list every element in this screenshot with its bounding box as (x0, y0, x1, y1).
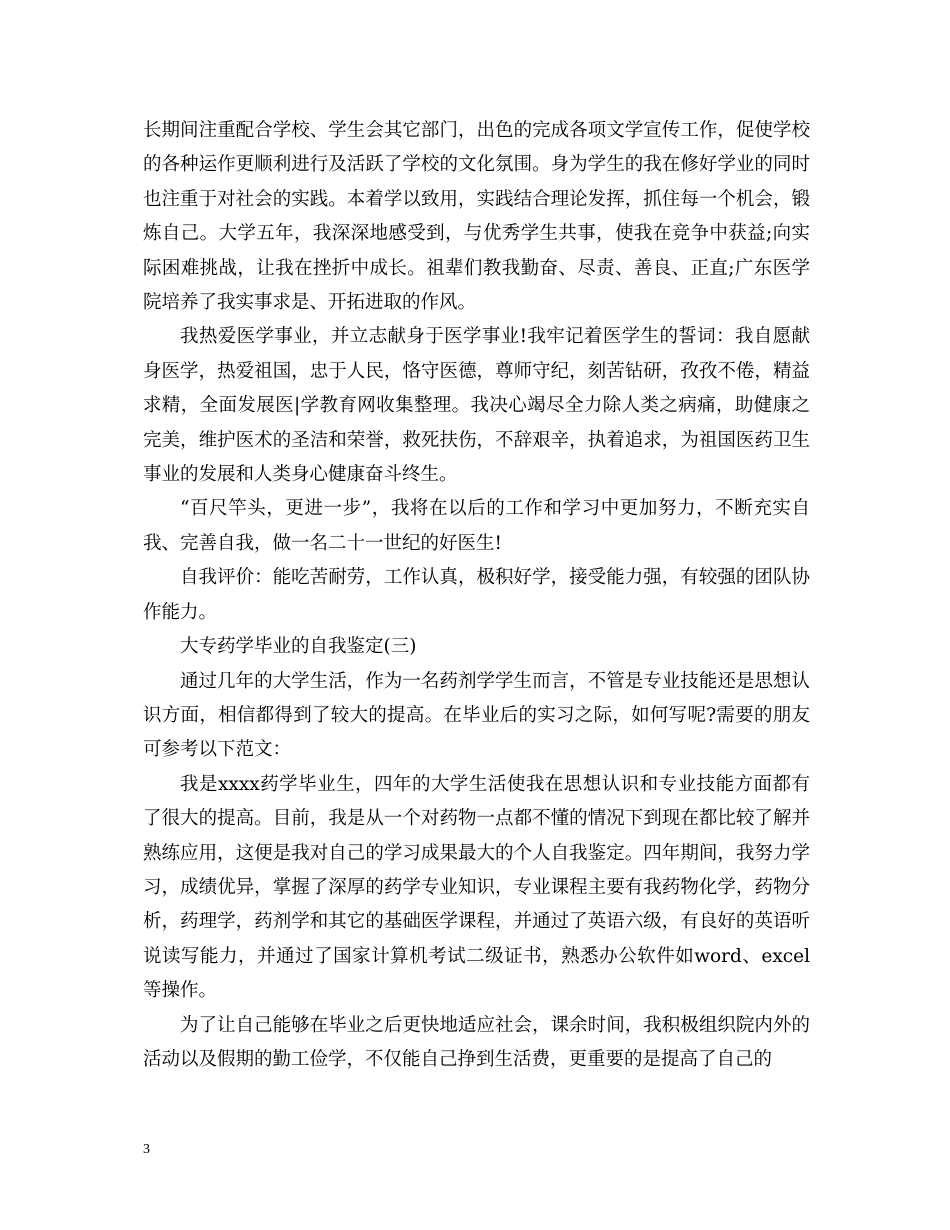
section-heading: 大专药学毕业的自我鉴定(三) (180, 636, 417, 658)
paragraph: 我热爱医学事业，并立志献身于医学事业!我牢记着医学生的誓词：我自愿献身医学，热爱祖国，忠于人民，恪守医德，尊师守纪，刻苦钻研，孜孜不倦，精益求精，全面发展医|学教育网收集整理。我决心竭尽全力除人类之病痛，助健康之完美，维护医术的圣洁和荣誉，救死扶伤，不辞艰辛，执着追求，为祖国医药卫生事业的发展和人类身心健康奋斗终生。 (143, 326, 810, 486)
paragraph: 为了让自己能够在毕业之后更快地适应社会，课余时间，我积极组织院内外的活动以及假期的勤工俭学，不仅能自己挣到生活费，更重要的是提高了自己的 (143, 1014, 810, 1070)
paragraph: “百尺竿头，更进一步”，我将在以后的工作和学习中更加努力，不断充实自我、完善自我，做一名二十一世纪的好医生! (143, 498, 810, 554)
page-number: 3 (143, 1142, 150, 1157)
paragraph: 我是xxxx药学毕业生，四年的大学生活使我在思想认识和专业技能方面都有了很大的提高。目前，我是从一个对药物一点都不懂的情况下到现在都比较了解并熟练应用，这便是我对自己的学习成果最大的个人自我鉴定。四年期间，我努力学习，成绩优异，掌握了深厚的药学专业知识，专业课程主要有我药物化学，药物分析，药理学，药剂学和其它的基础医学课程，并通过了英语六级，有良好的英语听说读写能力，并通过了国家计算机考试二级证书，熟悉办公软件如word、excel等操作。 (143, 773, 810, 1002)
paragraph: 长期间注重配合学校、学生会其它部门，出色的完成各项文学宣传工作，促使学校的各种运作更顺利进行及活跃了学校的文化氛围。身为学生的我在修好学业的同时也注重于对社会的实践。本着学以致用，实践结合理论发挥，抓住每一个机会，锻炼自己。大学五年，我深深地感受到，与优秀学生共事，使我在竞争中获益;向实际困难挑战，让我在挫折中成长。祖辈们教我勤奋、尽责、善良、正直;广东医学院培养了我实事求是、开拓进取的作风。 (143, 120, 810, 314)
document-body (143, 114, 810, 1077)
paragraph: 自我评价：能吃苦耐劳，工作认真，极积好学，接受能力强，有较强的团队协作能力。 (143, 567, 810, 623)
paragraph: 通过几年的大学生活，作为一名药剂学学生而言，不管是专业技能还是思想认识方面，相信都得到了较大的提高。在毕业后的实习之际，如何写呢?需要的朋友可参考以下范文： (143, 670, 810, 761)
